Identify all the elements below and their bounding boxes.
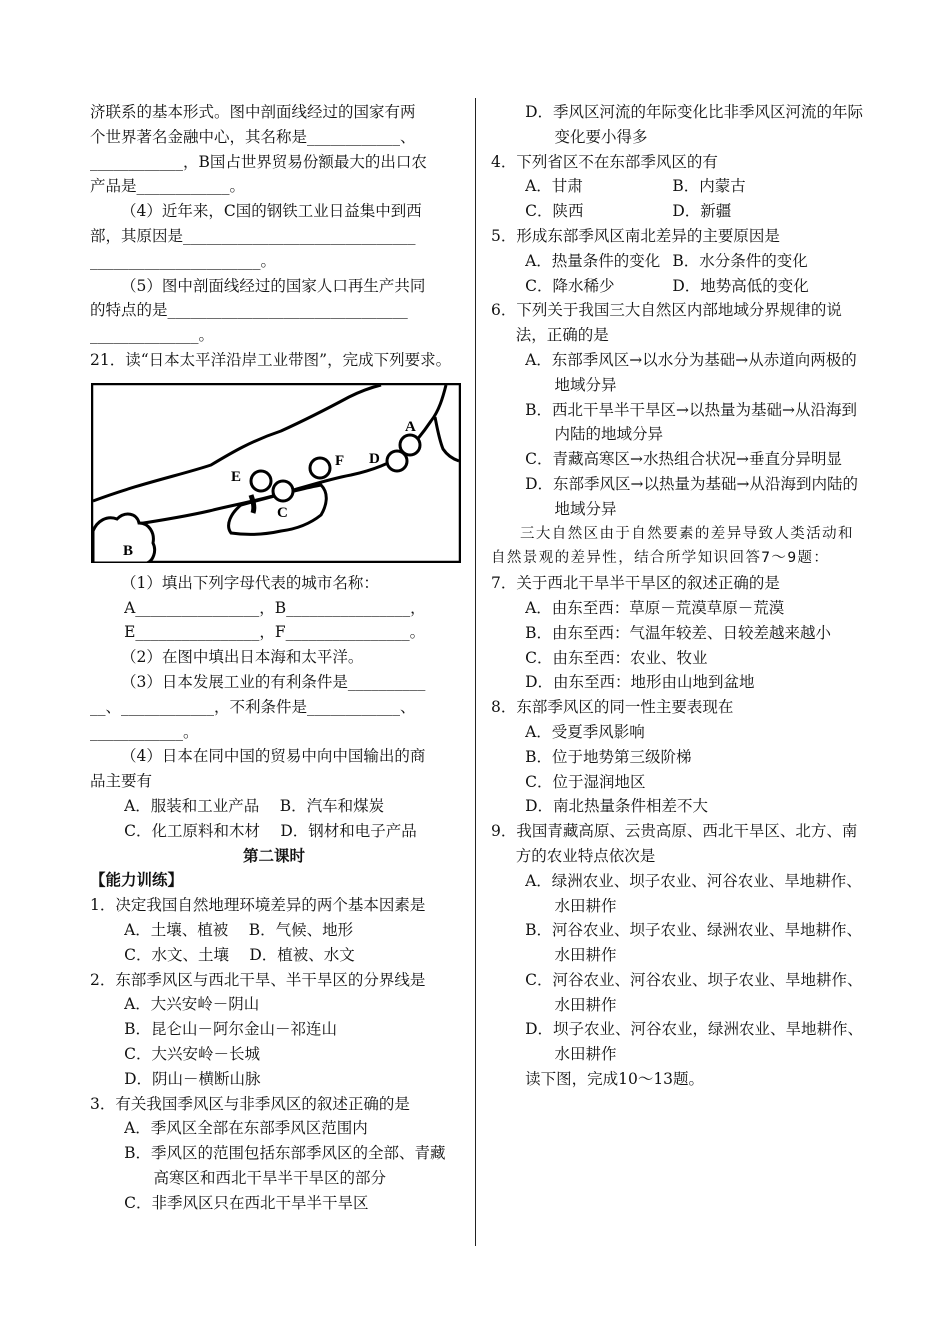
option-d: D．坝子农业、河谷农业，绿洲农业、旱地耕作、水田耕作 <box>525 1020 864 1064</box>
option-line: A．服装和工业产品 B．汽车和煤炭 <box>124 796 385 815</box>
question-21: 21．读“日本太平洋沿岸工业带图”，完成下列要求。 <box>90 350 452 369</box>
map-label-e: E <box>231 468 242 485</box>
map-label-f: F <box>335 452 345 469</box>
option-a: A．绿洲农业、坝子农业、河谷农业、旱地耕作、水田耕作 <box>525 871 862 915</box>
question-8: 8．东部季风区的同一性主要表现在 <box>491 698 734 717</box>
answer-row <box>90 620 458 645</box>
text-line: 济联系的基本形式。图中剖面线经过的国家有两 <box>90 103 416 121</box>
option-row <box>491 199 869 224</box>
japan-industrial-belt-map <box>91 383 461 563</box>
text-line: 的特点的是_______________________________ <box>90 301 408 320</box>
option-d: D．东部季风区→以热量为基础→从沿海到内陆的地域分异 <box>525 474 859 518</box>
option-d: D．由东至西：地形由山地到盆地 <box>525 673 755 692</box>
option-b: B．内蒙古 <box>672 177 746 196</box>
option-a: A．甘肃 <box>525 177 583 196</box>
answer-blank-a: A________________， <box>124 598 275 617</box>
text-line: 品主要有 <box>90 772 153 791</box>
option-a: A．季风区全部在东部季风区范围内 <box>124 1119 368 1138</box>
option-c: C．河谷农业、河谷农业、坝子农业、旱地耕作、水田耕作 <box>525 970 863 1014</box>
left-column <box>90 100 458 1215</box>
question-9: 9．我国青藏高原、云贵高原、西北干旱区、北方、南方的农业特点依次是 <box>491 822 858 865</box>
column-divider <box>475 98 476 1246</box>
option-d: D．新疆 <box>672 202 732 221</box>
text-line: ______________。 <box>90 326 215 345</box>
option-c: C．非季风区只在西北干旱半干旱区 <box>124 1193 369 1212</box>
map-label-a: A <box>405 418 416 435</box>
option-d: D．地势高低的变化 <box>672 276 809 295</box>
answer-blank-e: E________________， <box>124 623 275 642</box>
option-b: B．昆仑山－阿尔金山－祁连山 <box>124 1020 337 1039</box>
option-b: B．季风区的范围包括东部季风区的全部、青藏高寒区和西北干旱半干旱区的部分 <box>124 1144 446 1187</box>
option-d: D．南北热量条件相差不大 <box>525 797 709 816</box>
text-line: 个世界著名金融中心，其名称是____________、 <box>90 127 416 146</box>
option-c: C．降水稀少 <box>525 276 615 295</box>
option-line: C．水文、土壤 D．植被、水文 <box>124 945 355 964</box>
option-b: B．西北干旱半干旱区→以热量为基础→从沿海到内陆的地域分异 <box>525 400 857 444</box>
question-3: 3．有关我国季风区与非季风区的叙述正确的是 <box>90 1094 410 1113</box>
option-b: B．由东至西：气温年较差、日较差越来越小 <box>525 623 831 642</box>
option-row <box>491 274 869 299</box>
text-line: ______________________。 <box>90 251 277 270</box>
section-title: 【能力训练】 <box>90 870 184 890</box>
answer-blank-f: F________________。 <box>274 623 426 642</box>
option-d: D．季风区河流的年际变化比非季风区河流的年际变化要小得多 <box>525 103 864 146</box>
option-a: A．热量条件的变化 <box>525 251 661 270</box>
question-5: 5．形成东部季风区南北差异的主要原因是 <box>491 226 780 245</box>
text-line: （4）日本在同中国的贸易中向中国输出的商 <box>121 747 426 766</box>
question-7: 7．关于西北干旱半干旱区的叙述正确的是 <box>491 574 780 593</box>
text-line: 部，其原因是______________________________ <box>90 226 416 245</box>
text-line: ____________。 <box>90 722 199 741</box>
map-label-b: B <box>123 542 134 559</box>
text-line: 产品是____________。 <box>90 177 246 196</box>
option-d: D．阴山－横断山脉 <box>124 1069 261 1088</box>
right-column <box>491 100 869 1092</box>
text-line: __、____________，不利条件是____________、 <box>90 697 416 716</box>
option-c: C．陕西 <box>525 202 584 221</box>
text-line: （1）填出下列字母代表的城市名称： <box>121 573 379 592</box>
map-label-d: D <box>369 450 380 467</box>
option-a: A．东部季风区→以水分为基础→从赤道向两极的地域分异 <box>525 350 857 394</box>
text-line: （3）日本发展工业的有利条件是__________ <box>121 672 426 691</box>
option-row <box>491 174 869 199</box>
questions-7-9-intro: 三大自然区由于自然要素的差异导致人类活动和自然景观的差异性，结合所学知识回答7～9题： <box>491 525 854 567</box>
read-figure-instruction: 读下图，完成10～13题。 <box>525 1070 705 1089</box>
option-b: B．河谷农业、坝子农业、绿洲农业、旱地耕作、水田耕作 <box>525 921 863 965</box>
map-label-c: C <box>277 504 288 521</box>
text-line: ____________，B国占世界贸易份额最大的出口农 <box>90 152 427 171</box>
option-b: B．水分条件的变化 <box>672 251 808 270</box>
text-line: （4）近年来，C国的钢铁工业日益集中到西 <box>121 202 422 221</box>
question-1: 1．决定我国自然地理环境差异的两个基本因素是 <box>90 896 426 915</box>
answer-blank-b: B________________， <box>274 598 426 617</box>
question-2: 2．东部季风区与西北干旱、半干旱区的分界线是 <box>90 970 426 989</box>
question-6: 6．下列关于我国三大自然区内部地域分界规律的说法，正确的是 <box>491 301 842 345</box>
option-a: A．由东至西：草原－荒漠草原－荒漠 <box>525 598 785 617</box>
option-row <box>491 249 869 274</box>
option-line: A．土壤、植被 B．气候、地形 <box>124 920 354 939</box>
option-c: C．大兴安岭－长城 <box>124 1044 260 1063</box>
option-b: B．位于地势第三级阶梯 <box>525 747 692 766</box>
option-a: A．受夏季风影响 <box>525 722 645 741</box>
option-a: A．大兴安岭－阴山 <box>124 995 260 1014</box>
option-line: C．化工原料和木材 D．钢材和电子产品 <box>124 821 417 840</box>
answer-row <box>90 596 458 621</box>
option-c: C．位于湿润地区 <box>525 772 646 791</box>
text-line: （2）在图中填出日本海和太平洋。 <box>121 648 364 667</box>
option-c: C．由东至西：农业、牧业 <box>525 648 708 667</box>
question-4: 4．下列省区不在东部季风区的有 <box>491 152 718 171</box>
lesson-title: 第二课时 <box>242 845 305 865</box>
option-c: C．青藏高寒区→水热组合状况→垂直分异明显 <box>525 450 842 469</box>
text-line: （5）图中剖面线经过的国家人口再生产共同 <box>121 276 426 295</box>
